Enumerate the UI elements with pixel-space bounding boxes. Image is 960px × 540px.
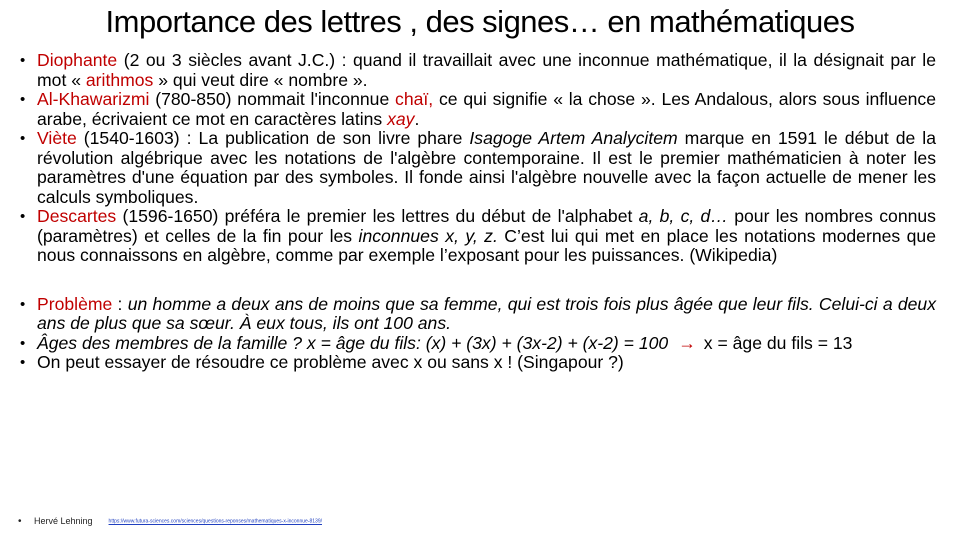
bullet-dot: • [20,354,26,371]
bullet-dot: • [20,130,26,147]
bullet-singapour [18,353,936,373]
bullet-viete [18,129,936,207]
footer-author: Hervé Lehning [34,516,93,526]
singapour-text: On peut essayer de résoudre ce problème avec x ou sans x ! (Singapour ?) [37,352,624,372]
bullet-dot: • [20,334,26,352]
name-diophante: Diophante [37,50,118,70]
name-descartes: Descartes [37,206,117,226]
probleme-label: Problème [37,293,113,314]
bullet-descartes [18,207,936,266]
bullet-dot: • [20,52,26,69]
word-xay: xay [387,108,415,129]
bullet-list [18,51,936,373]
name-viete: Viète [37,128,77,148]
bullet-dot: • [20,295,26,313]
text: (780-850) nommait l'inconnue [149,89,396,109]
text: C’est lui qui met en place les notations modernes que nous connaissons en algèbre, comme par exemple l’exposant pour les puissances. (Wikipedia) [37,225,936,265]
text: marque en 1591 le début de la révolution algébrique avec les notations de l'algèbre contemporaine. Il est le premier mathématicien à noter les paramètres d'une équation par des symboles. Il fonde ainsi l'algèbre nouvelle avec la façon actuelle de mener les calculs symboliques. [37,128,936,207]
bullet-dot: • [20,208,26,225]
probleme-text: un homme a deux ans de moins que sa femme, qui est trois fois plus âgée que leur fils. Celui-ci a deux ans de plus que sa sœur. À eux tous, ils ont 100 ans. [37,293,936,333]
text: (2 ou 3 siècles avant J.C.) : quand il travaillait avec une inconnue mathématique, il la désignait par le mot « [37,50,936,90]
text: : [112,293,128,314]
text: pour les nombres connus (paramètres) et celles de la fin pour les [37,206,936,246]
spacer [18,266,936,295]
text: . [414,108,420,129]
right-arrow-icon: → [678,332,696,353]
footer [18,516,322,527]
text: ce qui signifie « la chose ». Les Andalous, alors sous influence arabe, écrivaient ce mot en caractères latins [37,89,936,129]
bullet-dot: • [20,91,26,108]
bullet-probleme [18,295,936,334]
letters-abcd: a, b, c, d… [638,206,728,226]
book-title: Isagoge Artem Analycitem [469,128,678,148]
name-al-khawarizmi: Al-Khawarizmi [37,89,150,109]
bullet-dot: • [18,516,22,527]
unknowns-xyz: inconnues x, y, z. [358,225,498,246]
text: (1596-1650) préféra le premier les lettres du début de l'alphabet [116,206,639,226]
bullet-ages [18,334,936,354]
ages-equation: Âges des membres de la famille ? x = âge du fils: (x) + (3x) + (3x-2) + (x-2) = 100 [37,332,669,353]
text: » qui veut dire « nombre ». [153,69,368,90]
slide-title: Importance des lettres , des signes… en mathématiques [105,4,855,39]
ages-result: x = âge du fils = 13 [703,332,853,353]
word-arithmos: arithmos [85,69,154,90]
bullet-al-khawarizmi [18,90,936,129]
source-link[interactable]: https://www.futura-sciences.com/sciences/questions-reponses/mathematiques-x-inconnue-8139/ [108,518,322,525]
word-chai: chaï, [395,89,434,109]
text: (1540-1603) : La publication de son livre phare [76,128,470,148]
bullet-diophante [18,51,936,90]
